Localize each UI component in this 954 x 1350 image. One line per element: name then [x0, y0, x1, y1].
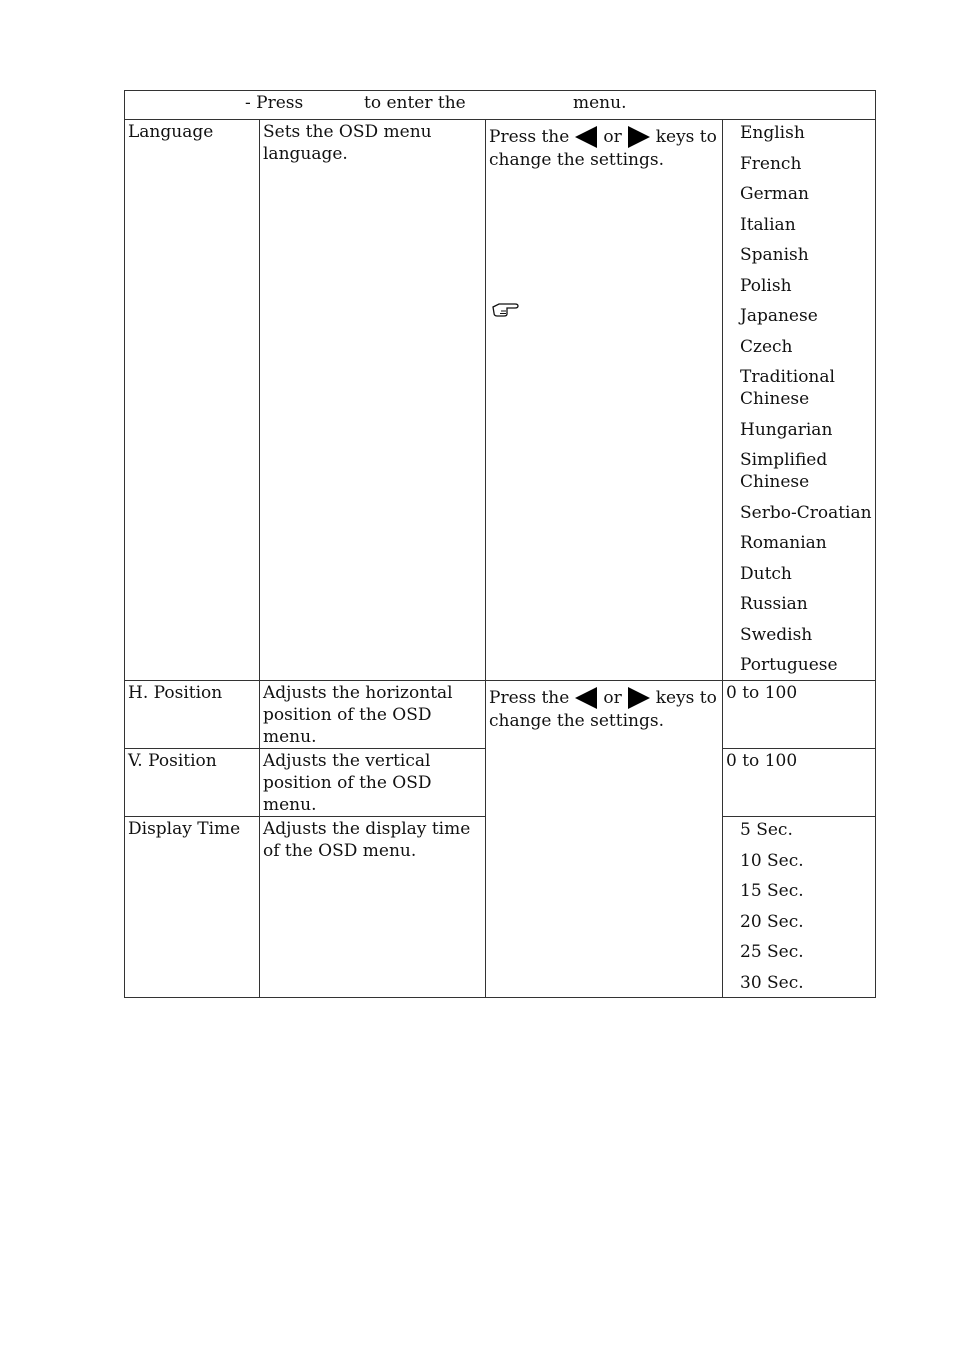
operation-line-1	[489, 686, 719, 710]
operation-or-text: or	[603, 127, 622, 147]
list-item: 25 Sec.	[740, 942, 804, 962]
item-operation-language	[486, 120, 723, 681]
operation-keys-text: keys to	[655, 688, 717, 708]
list-item: French	[740, 153, 802, 174]
operation-line-2: change the settings.	[489, 150, 664, 170]
list-item: Polish	[740, 275, 792, 296]
right-arrow-key-icon	[628, 687, 650, 709]
right-arrow-key-icon	[628, 126, 650, 148]
operation-press-text: Press the	[489, 127, 570, 147]
list-item: English	[740, 123, 805, 143]
list-item: Simplified Chinese	[740, 450, 828, 492]
list-item: 5 Sec.	[740, 820, 793, 840]
left-arrow-key-icon	[575, 126, 597, 148]
item-description-language: Sets the OSD menu language.	[260, 120, 486, 681]
list-item: Japanese	[740, 306, 818, 326]
list-item: Hungarian	[740, 419, 833, 440]
table-row-language	[125, 120, 876, 681]
list-item: 15 Sec.	[740, 881, 804, 901]
list-item: Serbo-Croatian	[740, 502, 872, 523]
list-item: Romanian	[740, 533, 827, 553]
language-options-list	[726, 122, 872, 676]
item-description-display-time: Adjusts the display time of the OSD menu.	[260, 817, 486, 998]
table-header-row	[125, 91, 876, 120]
operation-line-1	[489, 125, 719, 149]
item-description-v-position: Adjusts the vertical position of the OSD menu.	[260, 749, 486, 817]
item-name-v-position: V. Position	[125, 749, 260, 817]
list-item: 30 Sec.	[740, 972, 804, 993]
item-range-v-position: 0 to 100	[723, 749, 876, 817]
list-item: Czech	[740, 336, 793, 357]
item-options-display-time	[723, 817, 876, 998]
operation-keys-text: keys to	[655, 127, 717, 147]
osd-settings-table	[124, 90, 876, 998]
header-menu-text: menu.	[573, 93, 627, 113]
header-enter-text: to enter the	[364, 93, 466, 113]
operation-press-text: Press the	[489, 688, 570, 708]
item-description-h-position: Adjusts the horizontal position of the OSD menu.	[260, 681, 486, 749]
operation-line-2: change the settings.	[489, 711, 664, 731]
list-item: Spanish	[740, 245, 809, 265]
item-operation-position	[486, 681, 723, 998]
list-item: German	[740, 184, 809, 204]
item-options-language	[723, 120, 876, 681]
list-item: Dutch	[740, 563, 792, 584]
list-item: 20 Sec.	[740, 911, 804, 932]
pointing-hand-icon	[491, 301, 519, 319]
list-item: Swedish	[740, 624, 813, 645]
header-cell	[125, 91, 876, 120]
display-time-options-list	[726, 819, 872, 994]
list-item: Italian	[740, 214, 796, 235]
operation-or-text: or	[603, 688, 622, 708]
table-row-h-position	[125, 681, 876, 749]
list-item: Traditional Chinese	[740, 367, 835, 409]
header-press-text: - Press	[245, 93, 304, 113]
list-item: 10 Sec.	[740, 850, 804, 871]
item-name-h-position: H. Position	[125, 681, 260, 749]
left-arrow-key-icon	[575, 687, 597, 709]
list-item: Portuguese	[740, 655, 838, 675]
item-name-language: Language	[125, 120, 260, 681]
item-name-display-time: Display Time	[125, 817, 260, 998]
list-item: Russian	[740, 594, 808, 614]
item-range-h-position: 0 to 100	[723, 681, 876, 749]
